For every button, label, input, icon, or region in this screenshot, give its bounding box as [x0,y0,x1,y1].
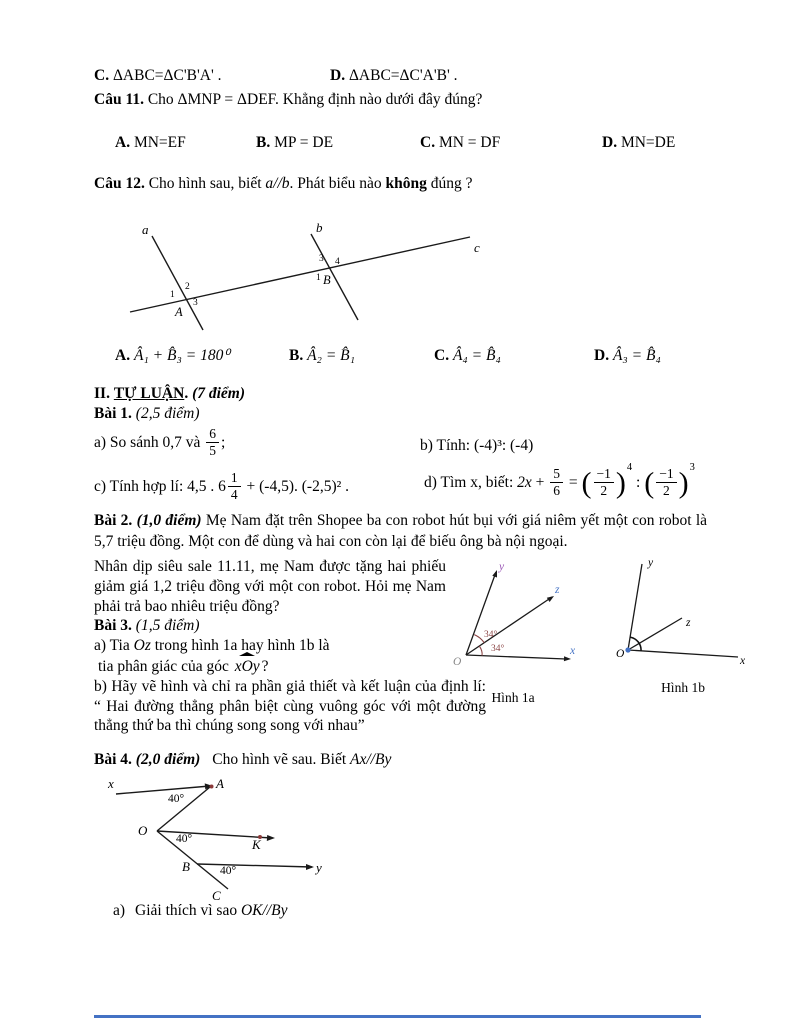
angle-40-at-B: 40° [220,865,237,877]
option-text: MN=EF [133,134,186,151]
arc-xz [479,646,482,656]
option-letter: C. [434,347,450,364]
fraction [206,427,219,458]
paren-open: ( [581,466,592,500]
fraction [656,467,676,498]
fraction-denominator: 2 [663,483,670,499]
label-line-a: a [142,222,149,237]
label-line-c: c [474,240,480,255]
question-text: Cho hình sau, biết [148,175,266,192]
bai1-item-a [94,428,225,459]
angle-A3: 3 [193,298,198,308]
label-z: z [555,584,560,596]
item-text: Giải thích vì sao [135,902,241,919]
exercise-label: Bài 4. [94,751,132,768]
widehat-xOy: xOy [234,657,260,675]
bai-2-paragraph [94,511,707,553]
figure-1b-caption: Hình 1b [661,679,705,695]
point-A-dot [210,785,214,789]
fraction-denominator: 6 [553,483,561,499]
bai-1-header [94,404,199,425]
arrow-z [547,596,554,602]
label-K: K [252,837,261,852]
figure-1b-angle [616,554,750,672]
bai1-item-d [424,462,704,500]
angle-arc [630,637,641,651]
fraction-numerator: 1 [228,471,241,487]
option-math: Â₁ + B̂₃ = 180⁰ [133,347,230,364]
fraction-numerator: −1 [656,467,676,483]
q10-option-d [330,66,458,87]
exercise-label: Bài 2. [94,512,133,529]
option-text: MN = DF [438,134,501,151]
math-token: 2x [517,474,532,492]
option-letter: D. [330,67,346,84]
label-line-b: b [316,222,323,235]
option-letter: D. [602,134,618,151]
angle-A1: 1 [170,290,175,300]
bai3-item-a-line1 [94,636,446,656]
angle-B4: 4 [335,257,340,267]
item-text: trong hình 1a hay hình 1b là [150,637,330,655]
paren-close: ) [615,466,626,500]
label-x: x [740,655,746,667]
label-y: y [499,561,505,573]
angle-B3: 3 [319,254,324,264]
bai3-item-a-line2 [94,656,446,677]
q10-option-c [94,66,222,87]
question-11 [94,90,706,111]
item-text: c) Tính hợp lí: 4,5 . 6 [94,478,226,496]
paren-close: ) [678,466,689,500]
bai1-item-c [94,472,349,503]
fraction [550,467,563,498]
exercise-points: (1,0 điểm) [136,512,202,529]
ray-ox [628,650,738,657]
arrow-y [492,570,497,578]
label-x: x [108,776,114,791]
bai4-item-a [113,901,287,922]
option-text: MP = DE [274,134,334,151]
arrow-y [306,864,314,870]
item-text: + [531,474,549,492]
item-text: tia phân giác của góc [98,657,233,675]
bai-4-header [94,750,391,771]
exercise-label: Bài 3. [94,617,132,635]
q11-option-d [602,133,675,154]
q11-option-b [256,133,333,154]
q12-option-a [115,346,230,367]
q12-option-c [434,346,501,367]
label-point-B: B [323,273,331,287]
item-text: = [565,474,582,492]
item-text: d) Tìm x, biết: [424,474,518,492]
figure-1a-caption: Hình 1a [491,689,535,705]
math-token: Oz [133,637,151,655]
option-math: Â₃ = B̂₄ [612,347,661,364]
item-text: b) Tính: (-4)³: (-4) [420,437,534,454]
option-text: ΔABC=ΔC'A'B' . [348,67,458,84]
section-points: (7 điểm) [192,385,246,402]
exercise-points: (2,0 điểm) [135,751,201,768]
option-letter: B. [289,347,304,364]
question-text: Cho ΔMNP = ΔDEF. Khẳng định nào dưới đây đúng? [147,91,483,108]
ray-oy [466,572,496,655]
arrow-K [267,835,275,841]
label-x: x [570,645,576,657]
option-text: MN=DE [620,134,676,151]
item-text: a) So sánh 0,7 và [94,434,205,452]
question-label: Câu 11. [94,91,144,108]
fraction-denominator: 4 [230,487,238,503]
label-A: A [216,776,224,791]
label-y: y [316,860,322,875]
figure-bai4-parallel-rays [100,774,372,906]
vertex-dot-O [625,647,630,652]
bai-2-continued: Nhân dịp siêu sale 11.11, mẹ Nam được tặng hai phiếu giảm giá 1,2 triệu đồng với một con robot. Hỏi mẹ Nam phải trả bao nhiêu triệu đồng? [94,558,446,615]
ray-oz [628,618,682,650]
option-letter: A. [115,134,131,151]
label-C: C [212,888,221,903]
option-math: Â₂ = B̂₁ [307,347,356,364]
bai1-item-b [420,436,533,457]
bottom-blue-rule [94,1015,701,1018]
item-label: a) [113,902,126,919]
line-c [130,237,470,312]
label-y: y [648,557,654,569]
ray-ox [466,655,566,659]
fraction-numerator: 6 [206,427,219,443]
label-O: O [453,656,462,668]
item-text: + (-4,5). (-2,5)² . [242,478,350,496]
question-text: . Phát biểu nào [289,175,386,192]
label-z: z [686,617,691,629]
fraction-denominator: 2 [600,483,608,499]
item-text: a) Tia [94,637,134,655]
exercise-text: Mẹ Nam đặt trên Shopee ba con robot hút bụi với giá niêm yết một con robot là 5,7 triệu đồng. Một con để dùng và hai con còn lại để biếu ông bà nội ngoại. [94,512,708,550]
exercise-points: (2,5 điểm) [135,405,200,422]
label-point-A: A [175,305,183,319]
question-12 [94,174,706,195]
exercise-label: Bài 1. [94,405,132,422]
item-text: ? [261,657,269,675]
option-letter: C. [94,67,110,84]
exercise-text: Cho hình vẽ sau. Biết [212,751,351,768]
angle-40-at-O: 40° [176,833,193,845]
q11-option-a [115,133,186,154]
figure-1a-container [448,560,578,707]
figure-1a-angle-bisector [448,560,578,682]
figure-q12-parallel-lines [115,222,495,332]
section-numeral: II. [94,385,110,402]
question-label: Câu 12. [94,175,145,192]
ray-ax [116,786,210,794]
exercise-points: (1,5 điểm) [135,617,200,635]
option-math: Â₄ = B̂₄ [452,347,501,364]
math-token: OK//By [240,902,288,919]
angle-40-at-A: 40° [168,793,185,805]
ray-By [197,864,312,867]
option-letter: C. [420,134,436,151]
angle-34-lower: 34° [491,644,505,654]
section-2-header [94,384,245,405]
label-B: B [182,859,190,874]
math-token: Ax//By [350,751,392,768]
q12-option-b [289,346,355,367]
arc-zy [474,635,484,643]
option-letter: B. [256,134,271,151]
section-title: TỰ LUẬN [113,385,185,402]
section-dot: . [184,385,189,402]
ray-oy [628,564,642,650]
bold-word: không [385,175,427,192]
option-letter: D. [594,347,610,364]
item-text: ; [220,434,226,452]
q12-option-d [594,346,661,367]
math-token: a//b [265,175,290,192]
q11-option-c [420,133,500,154]
fraction [594,467,614,498]
option-letter: A. [115,347,131,364]
fraction-numerator: 5 [550,467,563,483]
angle-A2: 2 [185,282,190,292]
paren-open: ( [644,466,655,500]
angle-B1: 1 [316,273,321,283]
left-text-column [94,557,486,736]
item-text: : [632,474,645,492]
label-O: O [616,648,625,660]
angle-34-upper: 34° [484,630,498,640]
fraction-denominator: 5 [209,443,216,459]
fraction [228,471,241,502]
bai3-item-b: b) Hãy vẽ hình và chỉ ra phần giả thiết và kết luận của định lí: “ Hai đường thẳng phân biệt cùng vuông góc với một đường thẳng thứ ba thì chúng song song với nhau” [94,677,486,735]
bai-3-header [94,616,446,636]
figure-1b-container [616,554,750,697]
question-text: đúng ? [426,175,473,192]
label-O: O [138,823,148,838]
segment-OBC [157,831,228,889]
exponent: 3 [689,462,695,474]
arrow-x [564,656,571,661]
fraction-numerator: −1 [594,467,614,483]
exponent: 4 [626,462,633,474]
option-text: ΔABC=ΔC'B'A' . [112,67,222,84]
